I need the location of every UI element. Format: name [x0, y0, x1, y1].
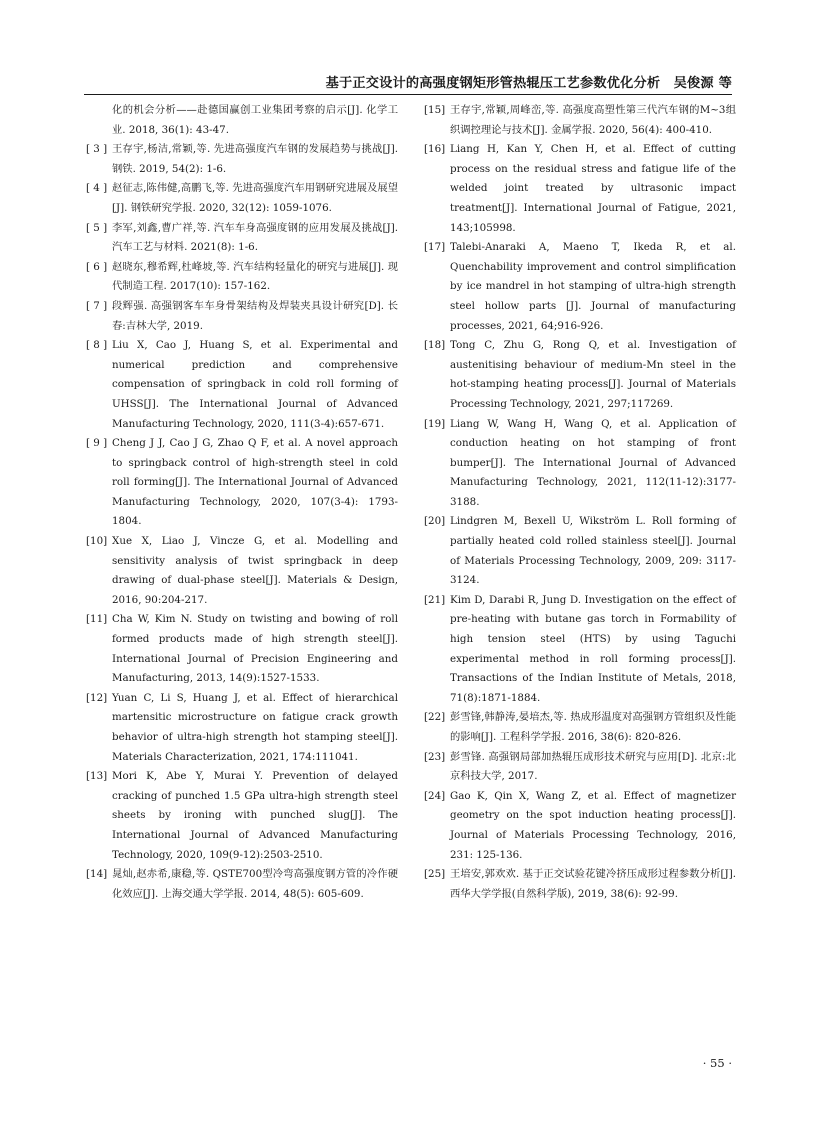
reference-entry	[424, 865, 736, 904]
reference-text: 王存宇,杨洁,常颖,等. 先进高强度汽车钢的发展趋势与挑战[J]. 钢铁. 2019, 54(2): 1-6.	[112, 143, 398, 175]
reference-text: 彭雪锋. 高强钢局部加热辊压成形技术研究与应用[D]. 北京:北京科技大学, 2017.	[450, 750, 736, 783]
reference-text: Liang H, Kan Y, Chen H, et al. Effect of cutting process on the residual stress and fatigue life of the welded joint treated by ultrasonic impact treatment[J]. International Journal of Fatigue, 2021, 143;105998.	[450, 143, 736, 234]
reference-text: Mori K, Abe Y, Murai Y. Prevention of delayed cracking of punched 1.5 GPa ultra-high strength steel sheets by ironing with punched slug[J]. The International Journal of Advanced Manufacturing Technology, 2020, 109(9-12):2503-2510.	[112, 770, 398, 861]
reference-number: [ 6 ]	[86, 260, 108, 273]
reference-number: [17]	[424, 241, 446, 254]
reference-text: 李军,刘鑫,曹广祥,等. 汽车车身高强度钢的应用发展及挑战[J]. 汽车工艺与材料. 2021(8): 1-6.	[112, 221, 398, 254]
reference-entry	[424, 708, 736, 747]
reference-text: 彭雪锋,韩静涛,晏培杰,等. 热成形温度对高强钢方管组织及性能的影响[J]. 工程科学学报. 2016, 38(6): 820-826.	[450, 711, 736, 743]
reference-entry	[424, 101, 736, 140]
reference-entry	[86, 336, 398, 434]
reference-entry	[424, 336, 736, 414]
reference-number: [25]	[424, 868, 446, 881]
reference-entry	[424, 512, 736, 590]
reference-text: 化的机会分析——赴德国赢创工业集团考察的启示[J]. 化学工业. 2018, 36(1): 43-47.	[112, 104, 398, 136]
reference-entry	[86, 689, 398, 767]
references-right-column	[424, 101, 736, 904]
reference-text: Lindgren M, Bexell U, Wikström L. Roll forming of partially heated cold rolled stainless steel[J]. Journal of Materials Processing Technology, 2009, 209: 3117-3124.	[450, 515, 736, 587]
reference-text: Kim D, Darabi R, Jung D. Investigation on the effect of pre-heating with butane gas torch in Formability of high tension steel (HTS) by using Taguchi experimental method in roll forming process[J]. Transactions of the Indian Institute of Metals, 2018, 71(8):1871-1884.	[450, 593, 736, 704]
running-header: 基于正交设计的高强度钢矩形管热辊压工艺参数优化分析 吴俊源 等	[325, 76, 732, 91]
reference-text: 王培安,郭欢欢. 基于正交试验花键冷挤压成形过程参数分析[J]. 西华大学学报(自然科学版), 2019, 38(6): 92-99.	[450, 868, 736, 900]
reference-entry	[86, 297, 398, 336]
reference-text: Tong C, Zhu G, Rong Q, et al. Investigation of austenitising behaviour of medium-Mn steel in the hot-stamping heating process[J]. Journal of Materials Processing Technology, 2021, 297;117269.	[450, 339, 736, 410]
references-left-column	[86, 101, 398, 904]
reference-text: Cha W, Kim N. Study on twisting and bowing of roll formed products made of high strength steel[J]. International Journal of Precision Engineering and Manufacturing, 2013, 14(9):1527-1533.	[112, 613, 398, 685]
reference-number: [20]	[424, 515, 446, 528]
reference-entry	[424, 748, 736, 787]
reference-text: 段辉强. 高强钢客车车身骨架结构及焊装夹具设计研究[D]. 长春:吉林大学, 2019.	[112, 299, 398, 332]
reference-number: [21]	[424, 593, 446, 606]
reference-number: [24]	[424, 789, 446, 802]
reference-number: [22]	[424, 711, 446, 724]
reference-number: [23]	[424, 750, 446, 763]
reference-number: [18]	[424, 339, 446, 352]
reference-entry	[86, 101, 398, 140]
reference-number: [ 3 ]	[86, 143, 108, 156]
reference-number: [15]	[424, 104, 446, 116]
reference-entry	[86, 532, 398, 610]
reference-text: Talebi-Anaraki A, Maeno T, Ikeda R, et al. Quenchability improvement and control simplification by ice mandrel in hot stamping of ultra-high strength steel hollow parts [J]. Journal of manufacturing processes, 2021, 64;916-926.	[450, 241, 736, 332]
reference-entry	[424, 787, 736, 865]
reference-entry	[86, 219, 398, 258]
page-number: · 55 ·	[702, 1056, 732, 1070]
reference-number: [19]	[424, 417, 446, 430]
reference-entry	[86, 865, 398, 904]
reference-entry	[424, 238, 736, 336]
reference-entry	[424, 140, 736, 238]
reference-number: [ 4 ]	[86, 182, 108, 195]
reference-entry	[86, 258, 398, 297]
reference-text: Xue X, Liao J, Vincze G, et al. Modelling and sensitivity analysis of twist springback in deep drawing of dual-phase steel[J]. Materials & Design, 2016, 90:204-217.	[112, 535, 398, 606]
reference-entry	[86, 179, 398, 218]
reference-text: 王存宇,常颖,周峰峦,等. 高强度高塑性第三代汽车钢的M~3组织调控理论与技术[J]. 金属学报. 2020, 56(4): 400-410.	[450, 104, 736, 136]
reference-number: [ 5 ]	[86, 221, 108, 234]
header-rule	[84, 94, 732, 95]
reference-number: [ 8 ]	[86, 339, 108, 352]
reference-text: Cheng J J, Cao J G, Zhao Q F, et al. A novel approach to springback control of high-strength steel in cold roll forming[J]. The International Journal of Advanced Manufacturing Technology, 2020, 107(3-4): 1793-1804.	[112, 437, 398, 528]
reference-number: [13]	[86, 770, 108, 783]
reference-entry	[86, 767, 398, 865]
reference-entry	[424, 591, 736, 709]
reference-text: 晁灿,赵赤希,康稳,等. QSTE700型冷弯高强度钢方管的冷作硬化效应[J]. 上海交通大学学报. 2014, 48(5): 605-609.	[112, 868, 398, 900]
reference-text: Yuan C, Li S, Huang J, et al. Effect of hierarchical martensitic microstructure on fatigue crack growth behavior of ultra-high strength hot stamping steel[J]. Materials Characterization, 2021, 174:111041.	[112, 691, 398, 763]
reference-number: [14]	[86, 868, 108, 881]
reference-text: Gao K, Qin X, Wang Z, et al. Effect of magnetizer geometry on the spot induction heating process[J]. Journal of Materials Processing Technology, 2016, 231: 125-136.	[450, 789, 736, 861]
reference-number: [10]	[86, 535, 108, 548]
reference-number: [ 9 ]	[86, 437, 108, 450]
reference-entry	[86, 140, 398, 179]
reference-number: [ 7 ]	[86, 299, 108, 312]
reference-text: 赵晓东,穆希辉,杜峰坡,等. 汽车结构轻量化的研究与进展[J]. 现代制造工程. 2017(10): 157-162.	[112, 260, 398, 293]
reference-text: Liu X, Cao J, Huang S, et al. Experimental and numerical prediction and comprehensive compensation of springback in cold roll forming of UHSS[J]. The International Journal of Advanced Manufacturing Technology, 2020, 111(3-4):657-671.	[112, 339, 398, 430]
reference-text: Liang W, Wang H, Wang Q, et al. Application of conduction heating on hot stamping of front bumper[J]. The International Journal of Advanced Manufacturing Technology, 2021, 112(11-12):3177-3188.	[450, 417, 736, 508]
reference-entry	[86, 434, 398, 532]
reference-number: [16]	[424, 143, 446, 156]
reference-number: [12]	[86, 691, 108, 704]
reference-number: [11]	[86, 613, 108, 626]
reference-text: 赵征志,陈伟健,高鹏飞,等. 先进高强度汽车用钢研究进展及展望[J]. 钢铁研究学报. 2020, 32(12): 1059-1076.	[112, 182, 398, 214]
reference-entry	[424, 415, 736, 513]
reference-entry	[86, 610, 398, 688]
